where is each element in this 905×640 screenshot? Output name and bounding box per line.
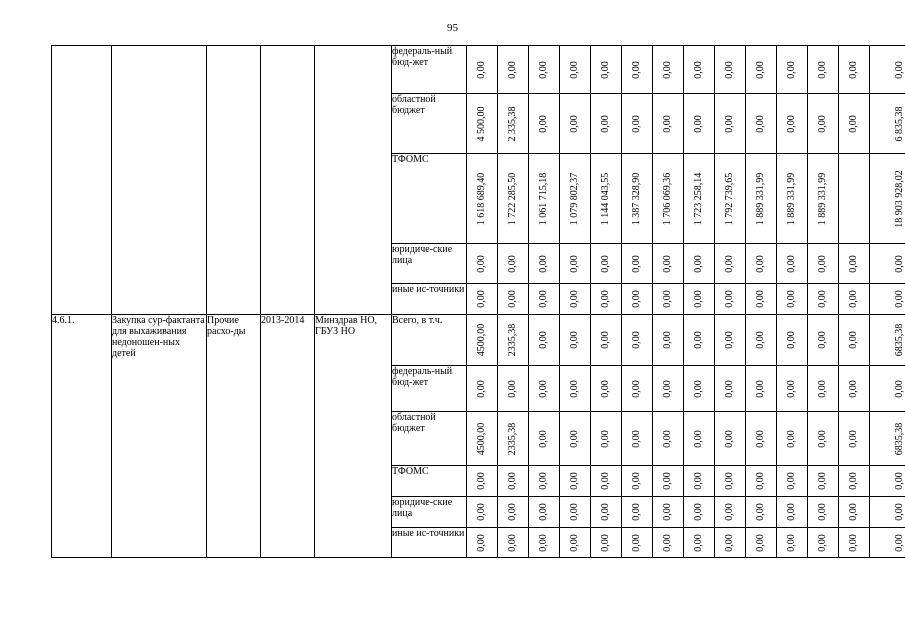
value-cell: 0,00 [715, 94, 746, 154]
funding-source: юридиче-ские лица [392, 497, 467, 528]
value-cell: 0,00 [777, 46, 808, 94]
value-cell: 0,00 [529, 497, 560, 528]
value-cell: 0,00 [560, 528, 591, 558]
value-cell: 0,00 [684, 466, 715, 497]
value-cell: 0,00 [653, 412, 684, 466]
value-cell: 0,00 [529, 46, 560, 94]
item-expense-type: Прочие расхо-ды [207, 315, 261, 558]
value-cell: 0,00 [653, 528, 684, 558]
value-cell: 0,00 [777, 497, 808, 528]
funding-table [51, 45, 905, 558]
value-cell: 0,00 [746, 412, 777, 466]
value-cell: 0,00 [498, 528, 529, 558]
total-cell: 0,00 [870, 497, 905, 528]
value-cell: 0,00 [529, 315, 560, 366]
value-cell: 0,00 [498, 497, 529, 528]
value-cell: 0,00 [591, 497, 622, 528]
value-cell: 0,00 [684, 497, 715, 528]
value-cell: 1 618 689,40 [467, 154, 498, 244]
value-cell: 0,00 [777, 284, 808, 315]
value-cell: 0,00 [777, 528, 808, 558]
value-cell: 0,00 [591, 244, 622, 284]
value-cell: 0,00 [808, 412, 839, 466]
value-cell: 0,00 [560, 412, 591, 466]
value-cell: 0,00 [591, 366, 622, 412]
value-cell: 0,00 [467, 244, 498, 284]
value-cell: 0,00 [498, 244, 529, 284]
value-cell: 1 889 331,99 [746, 154, 777, 244]
value-cell: 0,00 [591, 284, 622, 315]
value-cell: 0,00 [622, 366, 653, 412]
value-cell: 0,00 [808, 94, 839, 154]
value-cell: 0,00 [746, 528, 777, 558]
value-cell: 0,00 [653, 366, 684, 412]
total-cell: 0,00 [870, 528, 905, 558]
value-cell: 0,00 [529, 412, 560, 466]
value-cell: 0,00 [839, 466, 870, 497]
value-cell: 0,00 [746, 466, 777, 497]
value-cell: 0,00 [839, 315, 870, 366]
value-cell: 0,00 [591, 46, 622, 94]
value-cell: 0,00 [653, 94, 684, 154]
value-cell: 0,00 [839, 284, 870, 315]
item-code: 4.6.1. [52, 315, 112, 558]
value-cell: 0,00 [560, 284, 591, 315]
value-cell: 0,00 [808, 528, 839, 558]
value-cell: 1 723 258,14 [684, 154, 715, 244]
value-cell: 0,00 [622, 528, 653, 558]
value-cell: 0,00 [715, 244, 746, 284]
total-cell: 0,00 [870, 466, 905, 497]
value-cell: 0,00 [684, 46, 715, 94]
value-cell: 0,00 [684, 528, 715, 558]
item-executor: Минздрав НО, ГБУЗ НО [315, 315, 392, 558]
value-cell: 0,00 [746, 366, 777, 412]
value-cell: 0,00 [622, 315, 653, 366]
empty-name-cell [112, 46, 207, 315]
value-cell: 1 079 802,37 [560, 154, 591, 244]
value-cell: 0,00 [715, 284, 746, 315]
empty-executor-cell [315, 46, 392, 315]
value-cell: 0,00 [622, 497, 653, 528]
item-period: 2013-2014 [261, 315, 315, 558]
funding-source: юридиче-ские лица [392, 244, 467, 284]
total-cell: 0,00 [870, 244, 905, 284]
value-cell: 0,00 [839, 412, 870, 466]
value-cell: 1 889 331,99 [808, 154, 839, 244]
value-cell: 0,00 [467, 528, 498, 558]
value-cell: 0,00 [808, 497, 839, 528]
total-cell: 18 903 928,02 [870, 154, 905, 244]
funding-source: областной бюджет [392, 94, 467, 154]
value-cell: 0,00 [746, 94, 777, 154]
value-cell: 0,00 [653, 284, 684, 315]
empty-code-cell [52, 46, 112, 315]
value-cell: 0,00 [467, 46, 498, 94]
value-cell: 0,00 [591, 315, 622, 366]
funding-source: ТФОМС [392, 466, 467, 497]
value-cell: 4500,00 [467, 315, 498, 366]
value-cell: 0,00 [746, 315, 777, 366]
value-cell: 0,00 [715, 46, 746, 94]
value-cell: 0,00 [839, 46, 870, 94]
value-cell: 0,00 [560, 366, 591, 412]
value-cell: 0,00 [467, 284, 498, 315]
value-cell [839, 154, 870, 244]
value-cell: 0,00 [653, 46, 684, 94]
value-cell: 0,00 [746, 497, 777, 528]
value-cell: 0,00 [467, 466, 498, 497]
total-cell: 0,00 [870, 284, 905, 315]
funding-source: федераль-ный бюд-жет [392, 46, 467, 94]
value-cell: 0,00 [622, 94, 653, 154]
value-cell: 0,00 [808, 466, 839, 497]
total-cell: 6 835,38 [870, 94, 905, 154]
value-cell: 0,00 [560, 315, 591, 366]
value-cell: 0,00 [467, 366, 498, 412]
value-cell: 0,00 [622, 466, 653, 497]
table-row [52, 315, 905, 366]
value-cell: 0,00 [684, 366, 715, 412]
value-cell: 0,00 [498, 466, 529, 497]
value-cell: 0,00 [839, 94, 870, 154]
value-cell: 0,00 [653, 497, 684, 528]
total-cell: 6835,38 [870, 412, 905, 466]
value-cell: 0,00 [591, 412, 622, 466]
value-cell: 1 722 285,50 [498, 154, 529, 244]
value-cell: 0,00 [622, 284, 653, 315]
value-cell: 0,00 [560, 497, 591, 528]
value-cell: 0,00 [684, 284, 715, 315]
value-cell: 0,00 [622, 244, 653, 284]
table-row [52, 46, 905, 94]
value-cell: 2335,38 [498, 315, 529, 366]
funding-source: областной бюджет [392, 412, 467, 466]
value-cell: 0,00 [498, 284, 529, 315]
value-cell: 0,00 [808, 366, 839, 412]
value-cell: 0,00 [746, 244, 777, 284]
value-cell: 0,00 [777, 412, 808, 466]
value-cell: 0,00 [715, 315, 746, 366]
funding-source: федераль-ный бюд-жет [392, 366, 467, 412]
value-cell: 0,00 [715, 366, 746, 412]
value-cell: 0,00 [777, 366, 808, 412]
value-cell: 0,00 [839, 497, 870, 528]
empty-period-cell [261, 46, 315, 315]
value-cell: 0,00 [715, 497, 746, 528]
value-cell: 0,00 [808, 244, 839, 284]
total-cell: 6835,38 [870, 315, 905, 366]
value-cell: 0,00 [622, 46, 653, 94]
item-name: Закупка сур-фактанта для выхаживания недоношен-ных детей [112, 315, 207, 558]
value-cell: 1 792 739,65 [715, 154, 746, 244]
value-cell: 0,00 [529, 284, 560, 315]
value-cell: 0,00 [529, 94, 560, 154]
page-number: 95 [447, 22, 458, 34]
funding-source: ТФОМС [392, 154, 467, 244]
value-cell: 0,00 [684, 412, 715, 466]
value-cell: 0,00 [622, 412, 653, 466]
value-cell: 0,00 [715, 412, 746, 466]
funding-source: иные ис-точники [392, 284, 467, 315]
value-cell: 0,00 [839, 366, 870, 412]
value-cell: 2 335,38 [498, 94, 529, 154]
value-cell: 0,00 [591, 466, 622, 497]
value-cell: 0,00 [808, 46, 839, 94]
value-cell: 0,00 [684, 244, 715, 284]
value-cell: 0,00 [839, 528, 870, 558]
value-cell: 0,00 [684, 315, 715, 366]
value-cell: 0,00 [839, 244, 870, 284]
value-cell: 0,00 [560, 466, 591, 497]
funding-source: Всего, в т.ч. [392, 315, 467, 366]
value-cell: 0,00 [777, 94, 808, 154]
value-cell: 0,00 [591, 94, 622, 154]
value-cell: 0,00 [498, 46, 529, 94]
total-cell: 0,00 [870, 366, 905, 412]
value-cell: 2335,38 [498, 412, 529, 466]
value-cell: 0,00 [498, 366, 529, 412]
value-cell: 0,00 [529, 366, 560, 412]
value-cell: 0,00 [591, 528, 622, 558]
value-cell: 1 706 069,36 [653, 154, 684, 244]
value-cell: 0,00 [529, 244, 560, 284]
total-cell: 0,00 [870, 46, 905, 94]
value-cell: 0,00 [715, 528, 746, 558]
value-cell: 0,00 [746, 46, 777, 94]
value-cell: 1 144 043,55 [591, 154, 622, 244]
value-cell: 0,00 [808, 284, 839, 315]
value-cell: 0,00 [560, 46, 591, 94]
value-cell: 4500,00 [467, 412, 498, 466]
value-cell: 0,00 [653, 315, 684, 366]
value-cell: 1 387 328,90 [622, 154, 653, 244]
funding-source: иные ис-точники [392, 528, 467, 558]
value-cell: 0,00 [777, 315, 808, 366]
value-cell: 0,00 [777, 244, 808, 284]
value-cell: 0,00 [684, 94, 715, 154]
value-cell: 0,00 [653, 466, 684, 497]
value-cell: 0,00 [560, 94, 591, 154]
value-cell: 0,00 [808, 315, 839, 366]
value-cell: 0,00 [777, 466, 808, 497]
value-cell: 0,00 [653, 244, 684, 284]
value-cell: 0,00 [746, 284, 777, 315]
value-cell: 0,00 [529, 466, 560, 497]
value-cell: 0,00 [715, 466, 746, 497]
value-cell: 0,00 [467, 497, 498, 528]
value-cell: 0,00 [529, 528, 560, 558]
value-cell: 4 500,00 [467, 94, 498, 154]
value-cell: 1 061 715,18 [529, 154, 560, 244]
value-cell: 1 889 331,99 [777, 154, 808, 244]
empty-expense-cell [207, 46, 261, 315]
value-cell: 0,00 [560, 244, 591, 284]
